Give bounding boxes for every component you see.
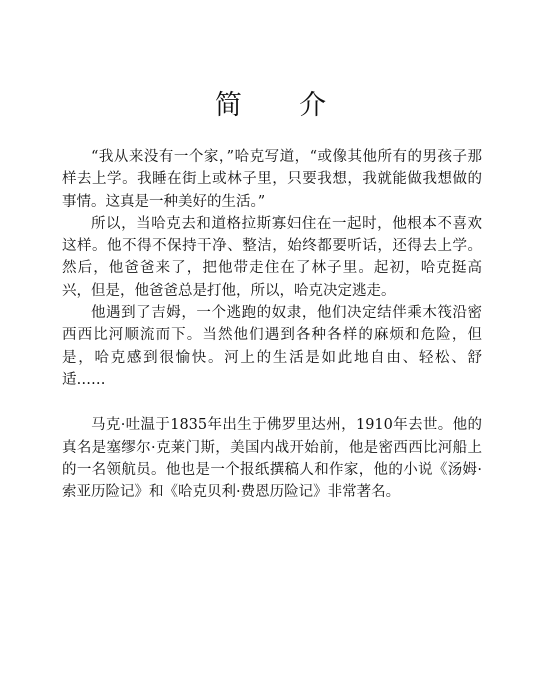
paragraph-3: 他遇到了吉姆，一个逃跑的奴隶，他们决定结伴乘木筏沿密西西比河顺流而下。当然他们遇到各种各样的麻烦和危险，但是，哈克感到很愉快。河上的生活是如此地自由、轻松、舒适…… [62,305,482,388]
page-title: 简 介 [214,90,351,121]
paragraph-1: “我从来没有一个家，”哈克写道，“或像其他所有的男孩子那样去上学。我睡在街上或林子里，只要我想，我就能做我想做的事情。这真是一种美好的生活。” [62,149,482,210]
author-paragraph: 马克·吐温于1835年出生于佛罗里达州，1910年去世。他的真名是塞缪尔·克莱门斯，美国内战开始前，他是密西西比河船上的一名领航员。他也是一个报纸撰稿人和作家，他的小说《汤姆·索亚历险记》和《哈克贝利·费恩历险记》非常著名。 [62,417,482,501]
paragraph-2: 所以，当哈克去和道格拉斯寡妇住在一起时，他根本不喜欢这样。他不得不保持干净、整洁，始终都要听话，还得去上学。然后，他爸爸来了，把他带走住在了林子里。起初，哈克挺高兴，但是，他爸爸总是打他，所以，哈克决定逃走。 [62,215,482,299]
introduction-body [62,146,482,503]
